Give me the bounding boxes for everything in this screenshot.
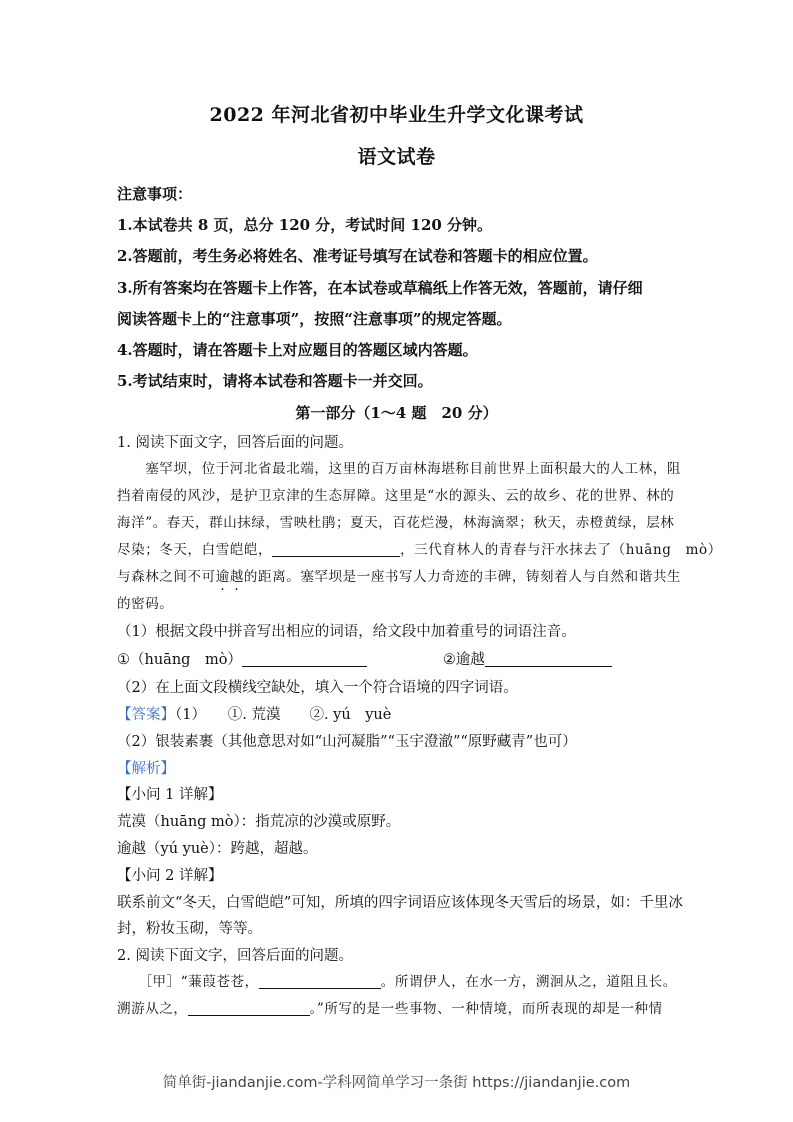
answer-line-1 [117, 703, 391, 724]
passage-1-line-2: 挡着南侵的风沙，是护卫京津的生态屏障。这里是“水的源头、云的故乡、花的世界、林的 [117, 488, 675, 504]
analysis-tag: 【解析】 [117, 761, 175, 777]
emphasis-char: 逾 [215, 569, 230, 585]
answer-blank-2[interactable] [485, 651, 612, 667]
exam-title: 2022 年河北省初中毕业生升学文化课考试 [209, 104, 584, 126]
passage-text: ，三代育林人的青春与汗水抹去了（huāng mò） [400, 542, 722, 558]
note-1: 1.本试卷共 8 页，总分 120 分，考试时间 120 分钟。 [117, 216, 493, 234]
sub-question-1: （1）根据文段中拼音写出相应的词语，给文段中加着重号的词语注音。 [117, 624, 576, 640]
analysis-sub-1: 【小问 1 详解】 [117, 787, 223, 803]
part-heading: 第一部分（1～4 题 20 分） [295, 404, 498, 422]
note-5: 5.考试结束时，请将本试卷和答题卡一并交回。 [117, 372, 433, 390]
passage-1-line-1: 塞罕坝，位于河北省最北端，这里的百万亩林海堪称目前世界上面积最大的人工林，阻 [117, 461, 681, 477]
fill-label-2: ②逾越 [442, 652, 485, 668]
analysis-line: 联系前文“冬天，白雪皑皑”可知，所填的四字词语应该体现冬天雪后的场景，如：千里冰 [117, 895, 683, 911]
fill-in-blank[interactable] [272, 541, 400, 557]
passage-1-line-3: 海洋”。春天，群山抹绿，雪映杜鹃；夏天，百花烂漫，林海滴翠；秋天，赤橙黄绿，层林 [117, 515, 675, 531]
question-2-stem: 2. 阅读下面文字，回答后面的问题。 [117, 948, 353, 964]
passage-1-line-4 [117, 538, 722, 558]
question-1-stem: 1. 阅读下面文字，回答后面的问题。 [117, 435, 353, 451]
passage-text: 。”所写的是一些事物、一种情境，而所表现的却是一种情 [309, 1001, 663, 1017]
fill-in-blank[interactable] [188, 1000, 310, 1016]
fill-label-1: ①（huāng mò） [117, 652, 242, 668]
fill-in-blank[interactable] [259, 973, 381, 989]
note-3-continued: 阅读答题卡上的“注意事项”，按照“注意事项”的规定答题。 [117, 310, 512, 328]
answer-text: （1） ①. 荒漠 ②. yú yuè [175, 707, 392, 723]
passage-1-line-5 [117, 565, 681, 585]
fill-row [117, 648, 612, 669]
analysis-line: 封，粉妆玉砌，等等。 [117, 921, 262, 937]
passage-text: ［甲］“蒹葭苍苍， [117, 974, 259, 990]
passage-2-line-1 [117, 970, 677, 990]
passage-2-line-2 [117, 997, 663, 1017]
analysis-line: 荒漠（huāng mò）：指荒凉的沙漠或原野。 [117, 814, 401, 830]
exam-subtitle: 语文试卷 [357, 146, 436, 168]
note-3: 3.所有答案均在答题卡上作答，在本试卷或草稿纸上作答无效，答题前，请仔细 [117, 279, 643, 297]
analysis-line: 逾越（yú yuè）：跨越，超越。 [117, 841, 318, 857]
passage-text: 尽染；冬天，白雪皑皑， [117, 542, 273, 558]
passage-1-line-6: 的密码。 [117, 596, 174, 612]
answer-line-2: （2）银装素裹（其他意思对如“山河凝脂”“玉宇澄澈”“原野藏青”也可） [117, 734, 577, 750]
passage-text: 溯游从之， [117, 1001, 188, 1017]
passage-text: 。所谓伊人，在水一方，溯洄从之，道阻且长。 [380, 974, 677, 990]
passage-text: 的距离。塞罕坝是一座书写人力奇迹的丰碑，铸刻着人与自然和谐共生 [243, 569, 682, 585]
note-2: 2.答题前，考生务必将姓名、准考证号填写在试卷和答题卡的相应位置。 [117, 247, 598, 265]
answer-tag: 【答案】 [117, 707, 175, 723]
passage-text: 与森林之间不可 [117, 569, 216, 585]
sub-question-2: （2）在上面文段横线空缺处，填入一个符合语境的四字词语。 [117, 680, 518, 696]
analysis-sub-2: 【小问 2 详解】 [117, 868, 223, 884]
answer-blank-1[interactable] [242, 651, 367, 667]
notes-heading: 注意事项： [117, 185, 193, 203]
emphasis-char: 越 [229, 569, 244, 585]
watermark-footer: 简单街-jiandanjie.com-学科网简单学习一条街 https://jiandanjie.com [162, 1075, 631, 1091]
note-4: 4.答题时，请在答题卡上对应题目的答题区域内答题。 [117, 341, 478, 359]
